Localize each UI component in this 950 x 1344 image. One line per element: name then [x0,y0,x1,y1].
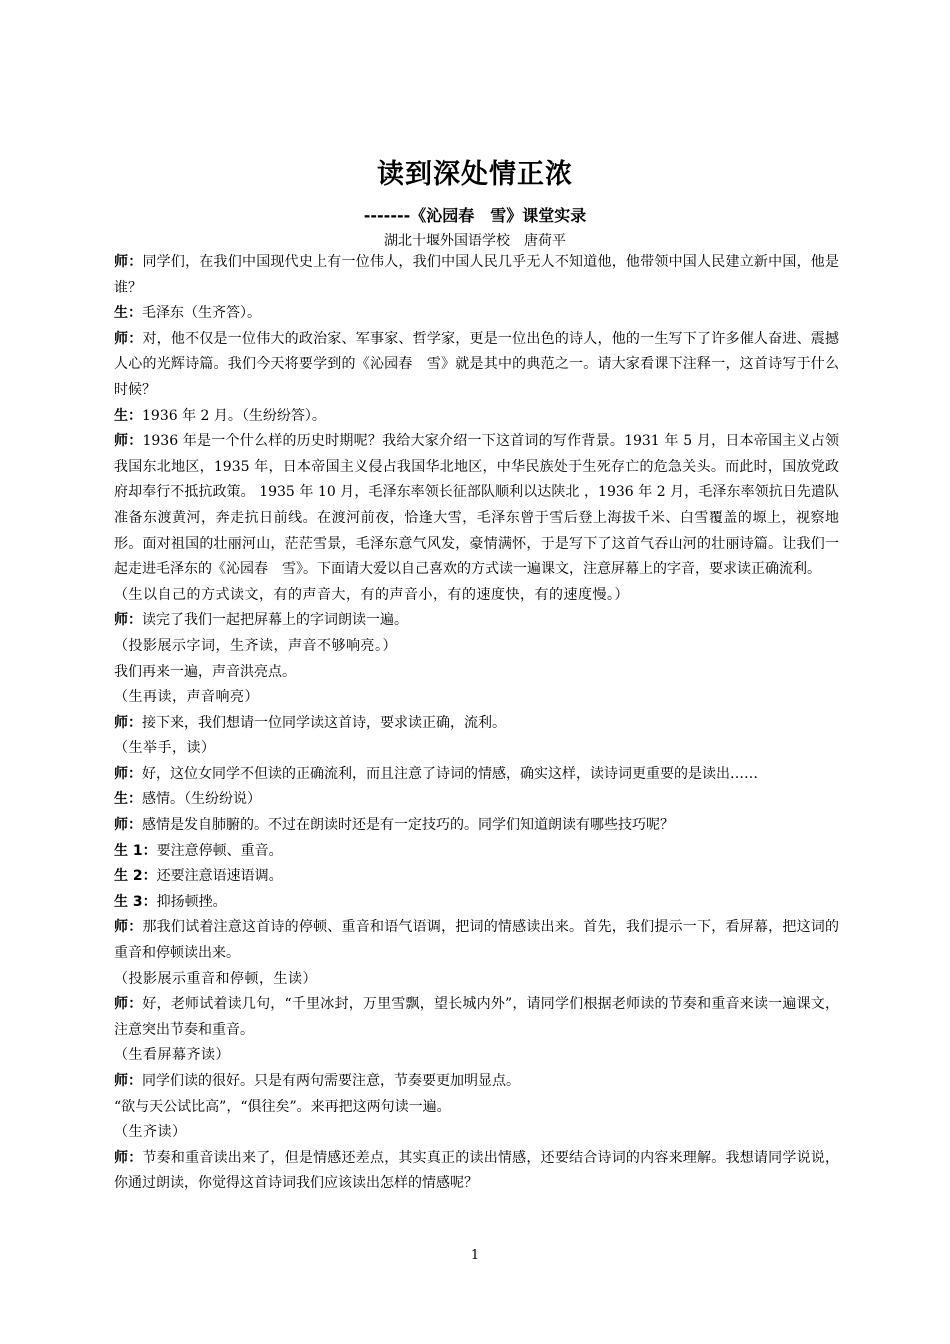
author-line: 湖北十堰外国语学校 唐荷平 [384,233,566,249]
line-text: 那我们试着注意这首诗的停顿、重音和语气语调，把词的情感读出来。首先，我们提示一下，看屏幕，把这词的重音和停顿读出来。 [114,919,840,962]
dialogue-line [114,404,839,430]
dialogue-line [114,787,839,813]
dialogue-line [114,1146,839,1197]
dialogue-line [114,890,839,916]
speaker-label: 生 2： [114,868,157,885]
speaker-label: 师： [114,817,142,834]
speaker-label: 生 1： [114,842,157,859]
dialogue-line [114,711,839,737]
speaker-label: 生 3： [114,893,157,910]
line-text: 还要注意语速语调。 [156,868,283,885]
dialogue-line [114,301,839,327]
stage-direction [114,685,839,711]
speaker-label: 师： [114,612,142,629]
line-text: 1936 年 2 月。（生纷纷答）。 [142,407,326,424]
dialogue-line [114,762,839,788]
speaker-label: 师： [114,433,143,450]
line-text: 读完了我们一起把屏幕上的字词朗读一遍。 [142,612,408,629]
page-number: 1 [470,1248,480,1263]
line-text: 要注意停顿、重音。 [156,842,283,859]
speaker-label: 师： [114,254,143,270]
dialogue-line [114,660,839,686]
line-text: 对，他不仅是一位伟大的政治家、军事家、哲学家，更是一位出色的诗人，他的一生写下了许多催人奋进、震撼人心的光辉诗篇。我们今天将要学到的《沁园春 雪》就是其中的典范之一。请大家看课下注释一，这首诗写于什么时候？ [114,330,840,398]
line-text: （投影展示重音和停顿，生读） [114,970,317,987]
speaker-label: 生： [114,305,142,322]
line-text: （投影展示字词，生齐读，声音不够响亮。） [114,637,397,654]
stage-direction [114,1120,839,1146]
line-text: （生举手，读） [114,740,216,757]
page-title: 读到深处情正浓 [377,159,573,190]
line-text: （生以自己的方式读文，有的声音大，有的声音小，有的速度快，有的速度慢。） [114,586,629,603]
dialogue-line [114,327,839,404]
line-text: 抑扬顿挫。 [156,893,227,910]
dialogue-line [114,864,839,890]
line-text: 感情。（生纷纷说） [142,791,261,808]
dialogue-line [114,992,839,1043]
stage-direction [114,736,839,762]
line-text: “欲与天公试比高”，“俱往矣”。来再把这两句读一遍。 [114,1098,451,1115]
line-text: 1936 年是一个什么样的历史时期呢？我给大家介绍一下这首词的写作背景。1931 年 5 月，日本帝国主义占领我国东北地区，1935 年，日本帝国主义侵占我国华北地区，中华民族处于生死存亡的危急关头。而此时，国放党政府却奉行不抵抗政策。 1935 年 10 月，毛泽东率领长征部队顺利以达陕北 ，1936 年 2 月，毛泽东率领抗日先遣队准备东渡黄河，奔走抗日前线。在渡河前夜，恰逢大雪，毛泽东曾于雪后登上海拔千米、白雪覆盖的塬上，视察地形。面对祖国的壮丽河山，茫茫雪景，毛泽东意气风发，豪情满怀，于是写下了这首气吞山河的壮丽诗篇。让我们一起走进毛泽东的《沁园春 雪》。下面请大爱以自己喜欢的方式读一遍课文，注意屏幕上的字音，要求读正确流利。 [114,433,840,578]
dialogue-line [114,1069,839,1095]
line-text: 毛泽东（生齐答）。 [142,305,261,322]
page-subtitle: -------《沁园春 雪》课堂实录 [363,206,587,225]
stage-direction [114,1043,839,1069]
speaker-label: 生： [114,791,142,808]
stage-direction [114,583,839,609]
line-text: 同学们读的很好。只是有两句需要注意，节奏要更加明显点。 [142,1073,520,1089]
dialogue-line [114,429,839,583]
dialogue-line [114,813,839,839]
speaker-label: 师： [114,996,143,1013]
line-text: 节奏和重音读出来了，但是情感还差点，其实真正的读出情感，还要结合诗词的内容来理解。我想请同学说说，你通过朗读，你觉得这首诗词我们应该读出怎样的情感呢？ [114,1149,840,1192]
dialogue-line [114,1095,839,1121]
speaker-label: 师： [114,330,143,347]
speaker-label: 生： [114,407,142,424]
line-text: 好，老师试着读几句，“千里冰封，万里雪飘，望长城内外”，请同学们根据老师读的节奏和重音来读一遍课文，注意突出节奏和重音。 [114,996,840,1038]
speaker-label: 师： [114,714,142,731]
dialogue-line [114,250,839,301]
speaker-label: 师： [114,765,142,782]
stage-direction [114,967,839,993]
dialogue-line [114,608,839,634]
line-text: 同学们，在我们中国现代史上有一位伟人，我们中国人民几乎无人不知道他，他带领中国人民建立新中国，他是谁？ [114,254,840,296]
speaker-label: 师： [114,919,143,936]
line-text: （生齐读） [114,1124,187,1141]
transcript-body [114,250,839,1197]
line-text: 感情是发自肺腑的。不过在朗读时还是有一定技巧的。同学们知道朗读有哪些技巧呢？ [142,817,674,834]
line-text: （生再读，声音响亮） [114,689,259,706]
dialogue-line [114,839,839,865]
line-text: （生看屏幕齐读） [114,1047,230,1064]
line-text: 接下来，我们想请一位同学读这首诗，要求读正确，流利。 [142,714,506,731]
stage-direction [114,634,839,660]
line-text: 好，这位女同学不但读的正确流利，而且注意了诗词的情感，确实这样，读诗词更重要的是读出…… [142,765,758,782]
dialogue-line [114,915,839,966]
line-text: 我们再来一遍，声音洪亮点。 [114,663,296,680]
speaker-label: 师： [114,1149,143,1166]
speaker-label: 师： [114,1073,142,1089]
